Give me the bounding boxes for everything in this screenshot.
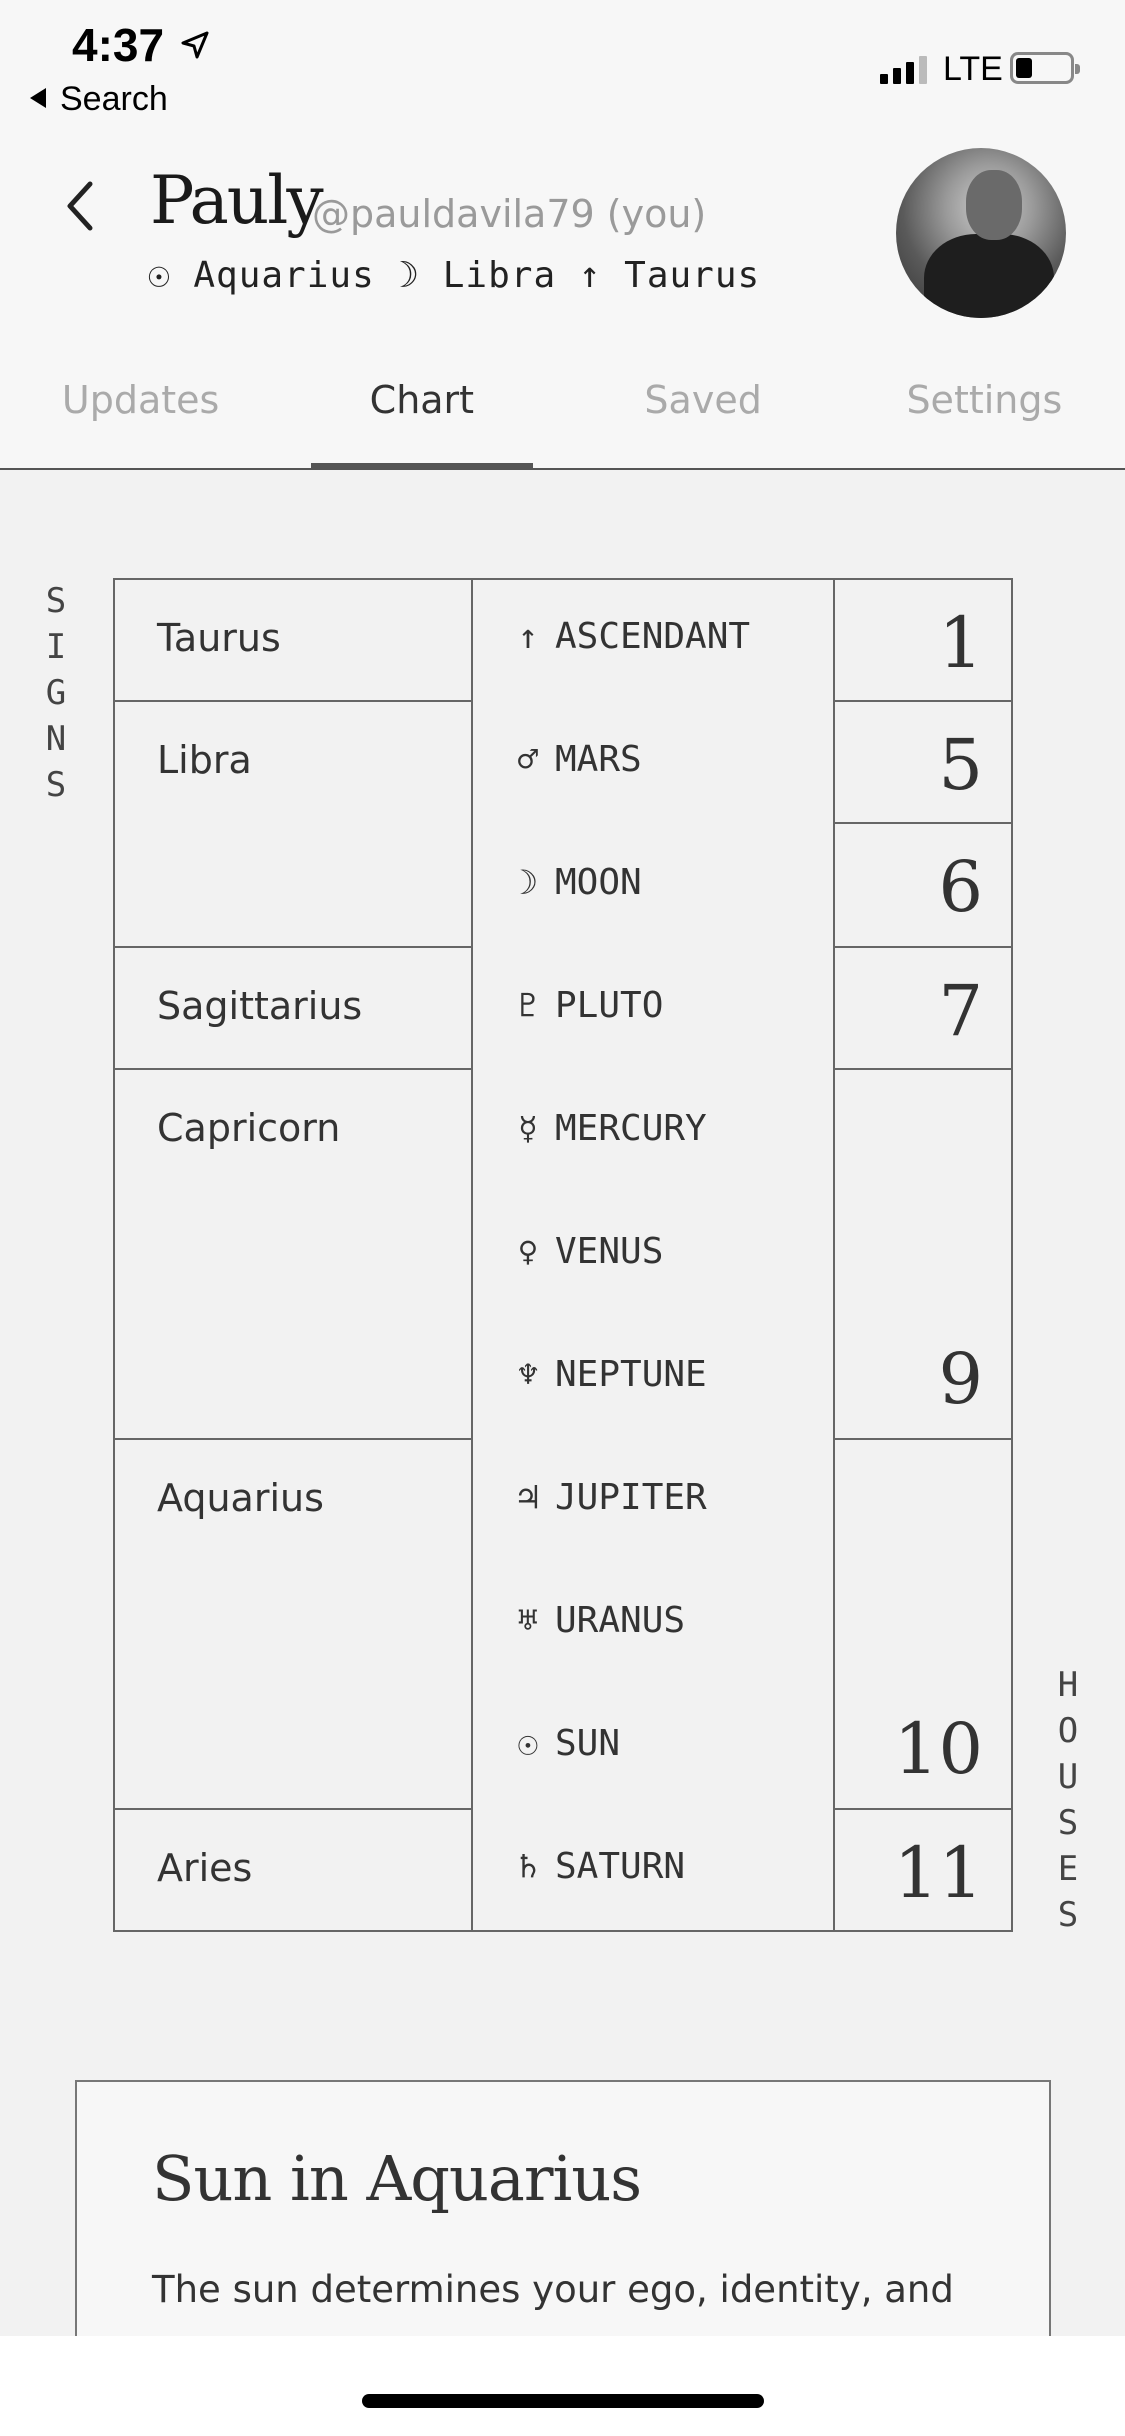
house-cell-11[interactable]: 11 <box>833 1808 1013 1932</box>
profile-name: Pauly <box>150 162 322 239</box>
avatar[interactable] <box>896 148 1066 318</box>
sign-cell-capricorn[interactable]: Capricorn <box>113 1068 473 1440</box>
planet-row-saturn[interactable]: ♄ SATURN <box>515 1846 685 1887</box>
status-bar <box>0 0 1125 130</box>
uranus-icon: ♅ <box>517 1600 539 1641</box>
sign-cell-sagittarius[interactable]: Sagittarius <box>113 946 473 1070</box>
placement-detail-card[interactable] <box>75 2080 1051 2340</box>
house-cell-7[interactable]: 7 <box>833 946 1013 1070</box>
neptune-icon: ♆ <box>517 1354 539 1395</box>
tab-updates[interactable]: Updates <box>61 378 220 422</box>
battery-icon <box>1010 52 1074 84</box>
ascendant-icon: ↑ <box>517 616 539 657</box>
planet-row-ascendant[interactable]: ↑ ASCENDANT <box>515 616 750 657</box>
venus-icon: ♀ <box>517 1231 539 1272</box>
status-time: 4:37 <box>72 19 165 71</box>
back-to-app-link[interactable] <box>30 80 168 119</box>
jupiter-icon: ♃ <box>517 1477 539 1518</box>
mars-icon: ♂ <box>517 739 539 780</box>
home-indicator[interactable] <box>362 2394 764 2408</box>
house-cell-10[interactable]: 10 <box>833 1438 1013 1810</box>
sign-cell-taurus[interactable]: Taurus <box>113 578 473 702</box>
card-description: The sun determines your ego, identity, and <box>152 2268 954 2311</box>
cell-signal-icon <box>880 56 927 84</box>
back-app-label: Search <box>60 80 168 118</box>
house-cell-9[interactable]: 9 <box>833 1068 1013 1440</box>
houses-vertical-label: H O U S E S <box>1057 1665 1079 1935</box>
sign-cell-libra[interactable]: Libra <box>113 700 473 948</box>
sign-cell-aries[interactable]: Aries <box>113 1808 473 1932</box>
card-title: Sun in Aquarius <box>152 2142 642 2215</box>
planet-row-jupiter[interactable]: ♃ JUPITER <box>515 1477 707 1518</box>
profile-handle: @pauldavila79 (you) <box>312 192 707 236</box>
tab-settings[interactable]: Settings <box>906 378 1063 422</box>
sun-icon: ☉ <box>517 1723 539 1764</box>
network-type: LTE <box>943 50 1003 88</box>
profile-tabs <box>0 360 1125 470</box>
planet-row-moon[interactable]: ☽ MOON <box>515 862 642 903</box>
tab-saved[interactable]: Saved <box>644 378 762 422</box>
planet-row-mars[interactable]: ♂ MARS <box>515 739 642 780</box>
signs-vertical-label: S I G N S <box>45 581 67 805</box>
planet-row-mercury[interactable]: ☿ MERCURY <box>515 1108 707 1149</box>
moon-icon: ☽ <box>517 862 539 903</box>
house-cell-5[interactable]: 5 <box>833 700 1013 824</box>
back-chevron-icon[interactable] <box>60 178 100 234</box>
planet-row-venus[interactable]: ♀ VENUS <box>515 1231 663 1272</box>
house-cell-1[interactable]: 1 <box>833 578 1013 702</box>
back-triangle-icon <box>30 88 46 108</box>
saturn-icon: ♄ <box>517 1846 539 1887</box>
sign-cell-aquarius[interactable]: Aquarius <box>113 1438 473 1810</box>
home-indicator-area <box>0 2336 1125 2436</box>
location-arrow-icon <box>180 30 210 60</box>
planet-row-uranus[interactable]: ♅ URANUS <box>515 1600 685 1641</box>
planet-row-pluto[interactable]: ♇ PLUTO <box>515 985 663 1026</box>
big-three-summary: ☉ Aquarius ☽ Libra ↑ Taurus <box>148 255 761 296</box>
planets-column <box>471 578 835 1932</box>
house-cell-6[interactable]: 6 <box>833 822 1013 948</box>
tab-chart[interactable]: Chart <box>281 360 562 468</box>
pluto-icon: ♇ <box>517 985 539 1026</box>
planet-row-neptune[interactable]: ♆ NEPTUNE <box>515 1354 707 1395</box>
planet-row-sun[interactable]: ☉ SUN <box>515 1723 620 1764</box>
mercury-icon: ☿ <box>517 1108 539 1149</box>
